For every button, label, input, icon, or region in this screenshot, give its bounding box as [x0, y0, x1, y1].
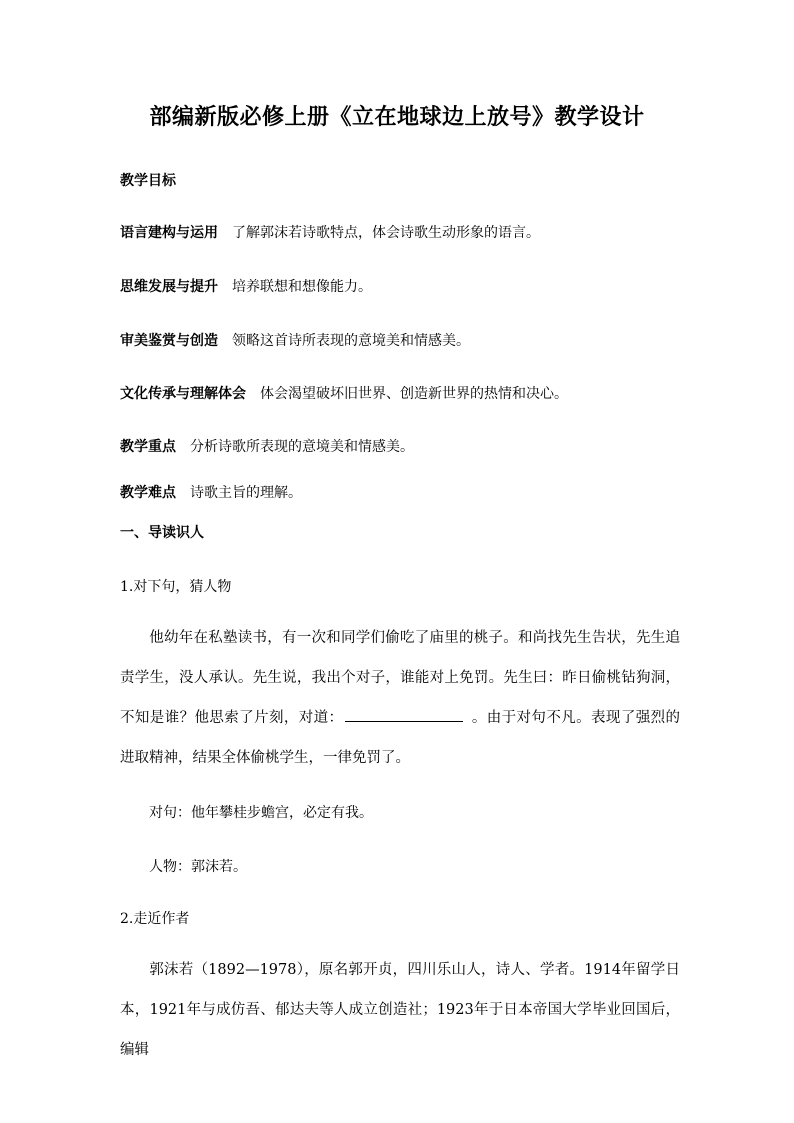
objective-row — [120, 383, 568, 403]
objective-label: 语言建构与运用 — [120, 225, 218, 241]
objective-text: 培养联想和想像能力。 — [232, 279, 372, 295]
document-title: 部编新版必修上册《立在地球边上放号》教学设计 — [149, 104, 645, 130]
story-text: 他幼年在私塾读书，有一次和同学们偷吃了庙里的桃子。和尚找先生告状，先生追责学生，没人承认。先生说，我出个对子，谁能对上免罚。先生曰：昨日偷桃钻狗洞，不知是谁？他思索了片刻，对道： — [120, 630, 680, 726]
key-point-label: 教学重点 — [120, 439, 176, 455]
objective-label: 审美鉴赏与创造 — [120, 333, 218, 349]
objective-label: 文化传承与理解体会 — [120, 386, 246, 402]
section-heading: 一、导读识人 — [120, 525, 204, 541]
difficulty-text: 诗歌主旨的理解。 — [190, 485, 302, 501]
item-heading: 2.走近作者 — [120, 911, 190, 927]
objective-text: 领略这首诗所表现的意境美和情感美。 — [232, 333, 470, 349]
difficulty-row — [120, 482, 302, 502]
story-paragraph — [120, 618, 680, 778]
author-paragraph — [120, 950, 680, 1070]
objective-row — [120, 222, 540, 242]
difficulty-label: 教学难点 — [120, 485, 176, 501]
author-text: 郭沫若（1892—1978），原名郭开贞，四川乐山人，诗人、学者。1914年留学日本，1921年与成仿吾、郁达夫等人成立创造社；1923年于日本帝国大学毕业回国后，编辑 — [120, 962, 680, 1058]
objective-row — [120, 276, 372, 296]
key-point-row — [120, 436, 414, 456]
answer-blank — [345, 707, 463, 722]
story-text-end: 。由于对句不凡。表现了强烈的进取精神，结果全体偷桃学生，一律免罚了。 — [120, 710, 681, 766]
objective-text: 体会渴望破坏旧世界、创造新世界的热情和决心。 — [260, 386, 568, 402]
item-heading: 1.对下句，猜人物 — [120, 579, 232, 595]
objective-text: 了解郭沫若诗歌特点，体会诗歌生动形象的语言。 — [232, 225, 540, 241]
objective-label: 思维发展与提升 — [120, 279, 218, 295]
key-point-text: 分析诗歌所表现的意境美和情感美。 — [190, 439, 414, 455]
objective-row — [120, 330, 470, 350]
answer-line: 对句：他年攀桂步蟾宫，必定有我。 — [149, 805, 373, 821]
objectives-heading: 教学目标 — [120, 173, 176, 189]
person-line: 人物：郭沫若。 — [149, 859, 247, 875]
